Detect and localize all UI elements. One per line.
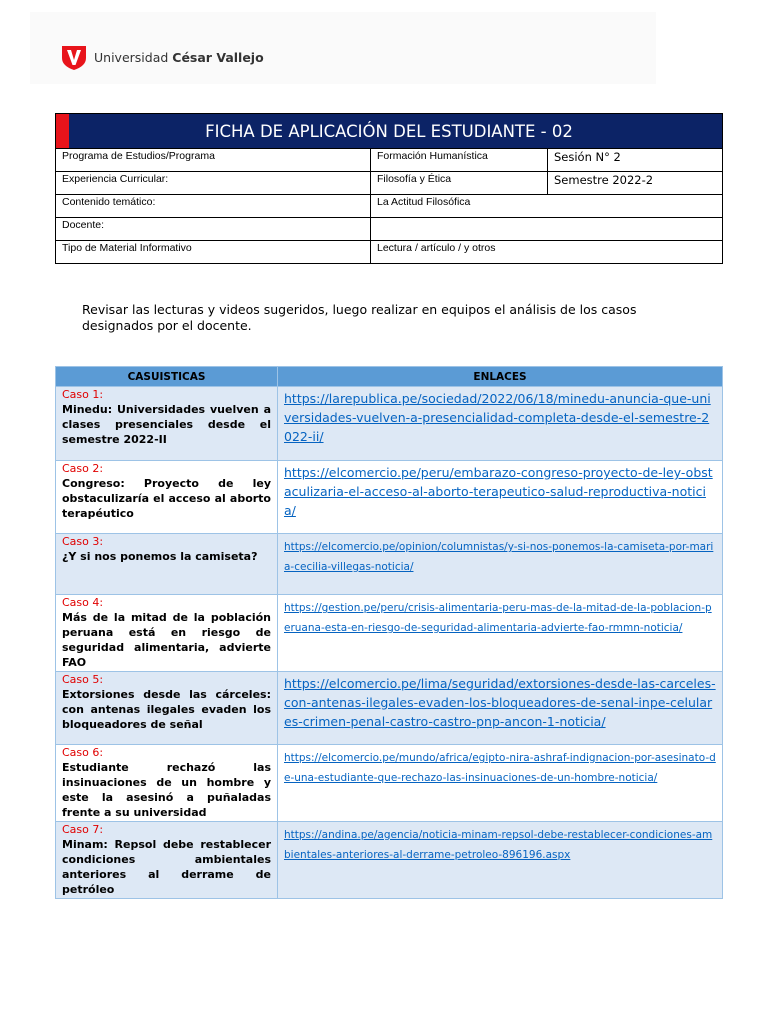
logo-name-regular: Universidad [94, 49, 169, 65]
case-number: Caso 3: [62, 535, 104, 548]
table-row [56, 822, 723, 899]
case-link[interactable]: https://elcomercio.pe/lima/seguridad/extorsiones-desde-las-carceles-con-antenas-ilegales-evaden-los-bloqueadores-de-senal-inpe-celulares-crimen-penal-castro-castro-pnp-ancon-1-noticia/ [284, 676, 716, 729]
instructions-text: Revisar las lecturas y videos sugeridos, luego realizar en equipos el análisis de los casos designados por el docente. [82, 302, 637, 333]
case-title: ¿Y si nos ponemos la camiseta? [62, 550, 258, 563]
title-accent [56, 114, 69, 148]
case-number: Caso 6: [62, 746, 104, 759]
case-title: Minedu: Universidades vuelven a clases presenciales desde el semestre 2022-II [62, 403, 271, 446]
teacher-label: Docente: [56, 218, 371, 241]
teacher-value [371, 218, 723, 241]
table-row [56, 745, 723, 822]
program-value: Formación Humanística [371, 149, 548, 172]
case-title: Extorsiones desde las cárceles: con antenas ilegales evaden los bloqueadores de señal [62, 688, 271, 731]
case-title: Más de la mitad de la población peruana está en riesgo de seguridad alimentaria, advierte FAO [62, 611, 271, 669]
page-title: FICHA DE APLICACIÓN DEL ESTUDIANTE - 02 [205, 121, 573, 141]
case-number: Caso 1: [62, 388, 104, 401]
experience-value: Filosofía y Ética [371, 172, 548, 195]
case-number: Caso 4: [62, 596, 104, 609]
semester-value: Semestre 2022-2 [548, 172, 723, 195]
table-row [56, 672, 723, 745]
content-label: Contenido temático: [56, 195, 371, 218]
case-number: Caso 2: [62, 462, 104, 475]
case-link[interactable]: https://andina.pe/agencia/noticia-minam-repsol-debe-restablecer-condiciones-ambientales-anteriores-al-derrame-petroleo-896196.aspx [284, 829, 713, 861]
header-casuisticas: CASUISTICAS [56, 367, 278, 387]
logo-name-bold: César Vallejo [172, 49, 264, 65]
table-row [56, 387, 723, 461]
case-link[interactable]: https://larepublica.pe/sociedad/2022/06/18/minedu-anuncia-que-universidades-vuelven-a-presencialidad-completa-desde-el-semestre-2022-ii/ [284, 391, 711, 444]
table-row [56, 595, 723, 672]
university-logo [62, 44, 264, 70]
info-table [55, 113, 723, 264]
session-value: Sesión N° 2 [548, 149, 723, 172]
case-link[interactable]: https://elcomercio.pe/opinion/columnistas/y-si-nos-ponemos-la-camiseta-por-maria-cecilia-villegas-noticia/ [284, 541, 714, 573]
case-title: Minam: Repsol debe restablecer condiciones ambientales anteriores al derrame de petróleo [62, 838, 271, 896]
case-title: Estudiante rechazó las insinuaciones de un hombre y este la asesinó a puñaladas frente a su universidad [62, 761, 271, 819]
experience-label: Experiencia Curricular: [56, 172, 371, 195]
material-label: Tipo de Material Informativo [56, 241, 371, 264]
title-cell [56, 114, 723, 149]
table-row [56, 461, 723, 534]
case-number: Caso 5: [62, 673, 104, 686]
logo-text [94, 50, 264, 65]
shield-logo-icon [62, 44, 86, 70]
case-number: Caso 7: [62, 823, 104, 836]
case-link[interactable]: https://elcomercio.pe/mundo/africa/egipto-nira-ashraf-indignacion-por-asesinato-de-una-estudiante-que-rechazo-las-insinuaciones-de-un-hombre-noticia/ [284, 752, 716, 784]
case-link[interactable]: https://elcomercio.pe/peru/embarazo-congreso-proyecto-de-ley-obstaculizaria-el-acceso-al-aborto-terapeutico-salud-reproductiva-noticia/ [284, 465, 713, 518]
program-label: Programa de Estudios/Programa [56, 149, 371, 172]
header-enlaces: ENLACES [278, 367, 723, 387]
cases-table [55, 366, 723, 899]
content-value: La Actitud Filosófica [371, 195, 723, 218]
case-link[interactable]: https://gestion.pe/peru/crisis-alimentaria-peru-mas-de-la-mitad-de-la-poblacion-peruana-esta-en-riesgo-de-seguridad-alimentaria-advierte-fao-rmmn-noticia/ [284, 602, 712, 634]
table-row [56, 534, 723, 595]
case-title: Congreso: Proyecto de ley obstaculizaría el acceso al aborto terapéutico [62, 477, 271, 520]
material-value: Lectura / artículo / y otros [371, 241, 723, 264]
